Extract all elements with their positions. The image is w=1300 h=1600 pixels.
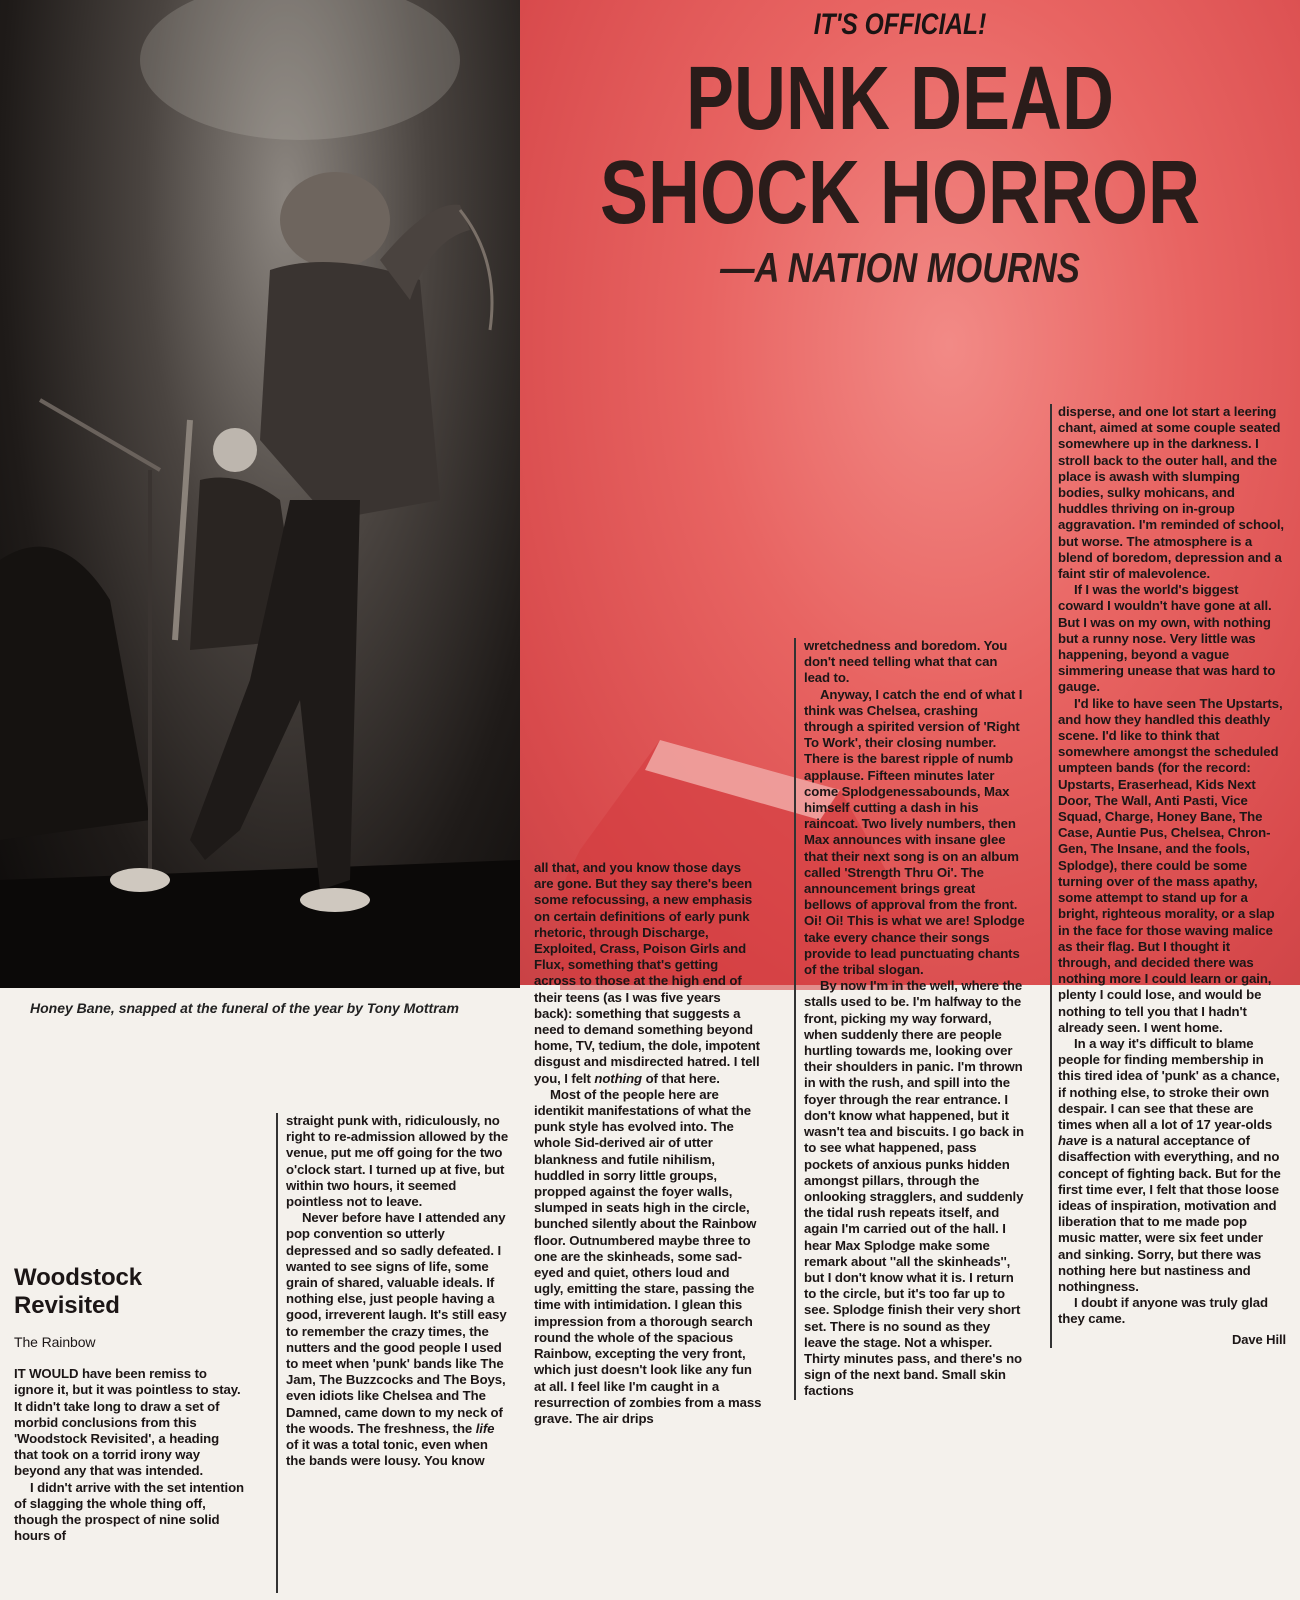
article-column-2	[276, 1113, 510, 1593]
paragraph: IT WOULD have been remiss to ignore it, but it was pointless to stay. It didn't take long to draw a set of morbid conclusions from this 'Woodstock Revisited', a heading that took on a torrid irony way beyond any that was intended.	[14, 1366, 241, 1479]
paragraph-text: is a natural acceptance of disaffection with everything, and no concept of fighting back. But for the first time ever, I felt that those loose ideas of inspiration, motivation and liberation that to me made pop music matter, were six feet under and sinking. Sorry, but there was nothing here but nastiness and nothingness.	[1058, 1133, 1281, 1294]
paragraph-text: of that here.	[645, 1070, 720, 1086]
paragraph: Most of the people here are identikit manifestations of what the punk style has evolved into. The whole Sid-derived air of utter blankness and futile nihilism, huddled in sorry little groups, propped against the foyer walls, slumped in seats high in the circle, bunched silently about the Rainbow floor. Outnumbered maybe three to one are the skinheads, some sad-eyed and quiet, others loud and ugly, emitting the stare, passing the time with intimidation. I glean this impression from a thorough search round the whole of the spacious Rainbow, excepting the very front, which just doesn't look like any fun at all. I feel like I'm caught in a resurrection of zombies from a mass grave. The air drips	[534, 1086, 762, 1426]
kicker: IT'S OFFICIAL!	[813, 8, 987, 41]
emphasis-text: nothing	[594, 1070, 643, 1086]
paragraph-text: all that, and you know those days are gone. But they say there's been some refocussing, a new emphasis on certain definitions of early punk rhetoric, through Discharge, Exploited, Crass, Poison Girls and Flux, something that's getting across to those at the high end of their teens (as I was five years back): something that suggests a need to demand something beyond home, TV, tedium, the dole, impotent disgust and misdirected hatred. I tell you, I felt	[534, 860, 760, 1086]
paragraph-text: Never before have I attended any pop convention so utterly depressed and so sadly defeated. I wanted to see signs of life, some grain of shared, valuable ideals. If nothing else, just people having a good, irreverent laugh. It's still easy to remember the crazy times, the nutters and the good people I used to meet when 'punk' bands like The Jam, The Buzzcocks and The Boys, even idiots like Chelsea and The Damned, came down to my neck of the woods. The freshness, the	[286, 1210, 507, 1436]
emphasis-text: life	[475, 1420, 495, 1436]
concert-photo	[0, 0, 520, 988]
paragraph: By now I'm in the well, where the stalls used to be. I'm halfway to the front, picking my way forward, when suddenly there are people hurtling towards me, looking over their shoulders in panic. I'm thrown in with the rush, and spill into the foyer through the rear entrance. I don't know what happened, but it wasn't tea and biscuits. I go back in to see what happened, pass pockets of anxious punks hidden amongst pillars, through the onlooking stragglers, and suddenly the tidal rush repeats itself, and again I'm carried out of the hall. I hear Max Splodge make some remark about ''all the skinheads'', but I don't know what it is. I return to the circle, but it's too far up to see. Splodge finish their very short set. There is no sound as they leave the stage. Not a whisper. Thirty minutes pass, and there's no sign of the next band. Small skin factions	[804, 978, 1025, 1399]
article-column-3	[534, 860, 762, 1427]
headline-line-2: SHOCK HORROR	[599, 143, 1200, 243]
paragraph-text: of it was a total tonic, even when the bands were lousy. You know	[286, 1437, 488, 1469]
byline: Dave Hill	[1231, 1331, 1286, 1347]
review-title-line-2: Revisited	[14, 1292, 120, 1319]
paragraph: If I was the world's biggest coward I wouldn't have gone at all. But I was on my own, with nothing but a runny nose. Very little was happening, beyond a vague simmering unease that was hard to gauge.	[1058, 582, 1276, 695]
paragraph	[1058, 1036, 1286, 1295]
paragraph-text: In a way it's difficult to blame people for finding membership in this tired idea of 'punk' as a chance, if nothing else, to stroke their own despair. I can see that these are times when all a lot of 17 year-olds	[1058, 1035, 1280, 1132]
performer-silhouette	[0, 0, 520, 988]
photo-caption: Honey Bane, snapped at the funeral of the year by Tony Mottram	[30, 1000, 459, 1016]
headline-line-1: PUNK DEAD	[685, 49, 1115, 149]
paragraph: I doubt if anyone was truly glad they came.	[1058, 1295, 1268, 1327]
review-title-line-1: Woodstock	[14, 1264, 142, 1291]
paragraph	[286, 1210, 510, 1469]
subhead: —A NATION MOURNS	[720, 244, 1080, 291]
article-column-1	[14, 1264, 244, 1544]
paragraph: wretchedness and boredom. You don't need telling what that can lead to.	[804, 638, 1008, 686]
paragraph: I'd like to have seen The Upstarts, and how they handled this deathly scene. I'd like to think that somewhere amongst the scheduled umpteen bands (for the record: Upstarts, Eraserhead, Kids Next Door, The Wall, Anti Pasti, Vice Squad, Charge, Honey Bane, The Case, Auntie Pus, Chelsea, Chron-Gen, The Insane, and the fools, Splodge), there could be some turning over of the mass apathy, some attempt to stand up for a bright, righteous morality, or a slap in the face for those waving malice as their flag. But I thought it through, and decided there was nothing more I could learn or gain, plenty I could lose, and would be nothing to tell you that I hadn't already seen. I went home.	[1058, 695, 1283, 1035]
paragraph: disperse, and one lot start a leering chant, aimed at some couple seated somewhere up in the darkness. I stroll back to the outer hall, and the place is awash with slumping bodies, sulky mohicans, and huddles thriving on in-group aggravation. I'm reminded of school, but worse. The atmosphere is a blend of boredom, depression and a faint stir of malevolence.	[1058, 404, 1284, 582]
emphasis-text: have	[1058, 1133, 1088, 1149]
paragraph: Anyway, I catch the end of what I think was Chelsea, crashing through a spirited version of 'Right To Work', their closing number. There is the barest ripple of numb applause. Fifteen minutes later come Splodgenessabounds, Max himself cutting a dash in his raincoat. Two lively numbers, then Max announces with insane glee that their next song is on an album called 'Strength Thru Oi'. The announcement brings great bellows of approval from the front. Oi! Oi! This is what we are! Splodge take every chance their songs provide to lead punctuating chants of the tribal slogan.	[804, 686, 1025, 978]
article-column-5	[1050, 404, 1286, 1348]
headline	[596, 49, 1204, 243]
article-column-4	[794, 638, 1026, 1400]
review-venue: The Rainbow	[14, 1334, 96, 1350]
review-title	[14, 1264, 244, 1320]
paragraph: straight punk with, ridiculously, no right to re-admission allowed by the venue, put me off going for the two o'clock start. I turned up at five, but within two hours, it seemed pointless not to leave.	[286, 1113, 509, 1210]
paragraph	[534, 860, 762, 1087]
paragraph: I didn't arrive with the set intention of slagging the whole thing off, though the prospect of nine solid hours of	[14, 1479, 245, 1544]
